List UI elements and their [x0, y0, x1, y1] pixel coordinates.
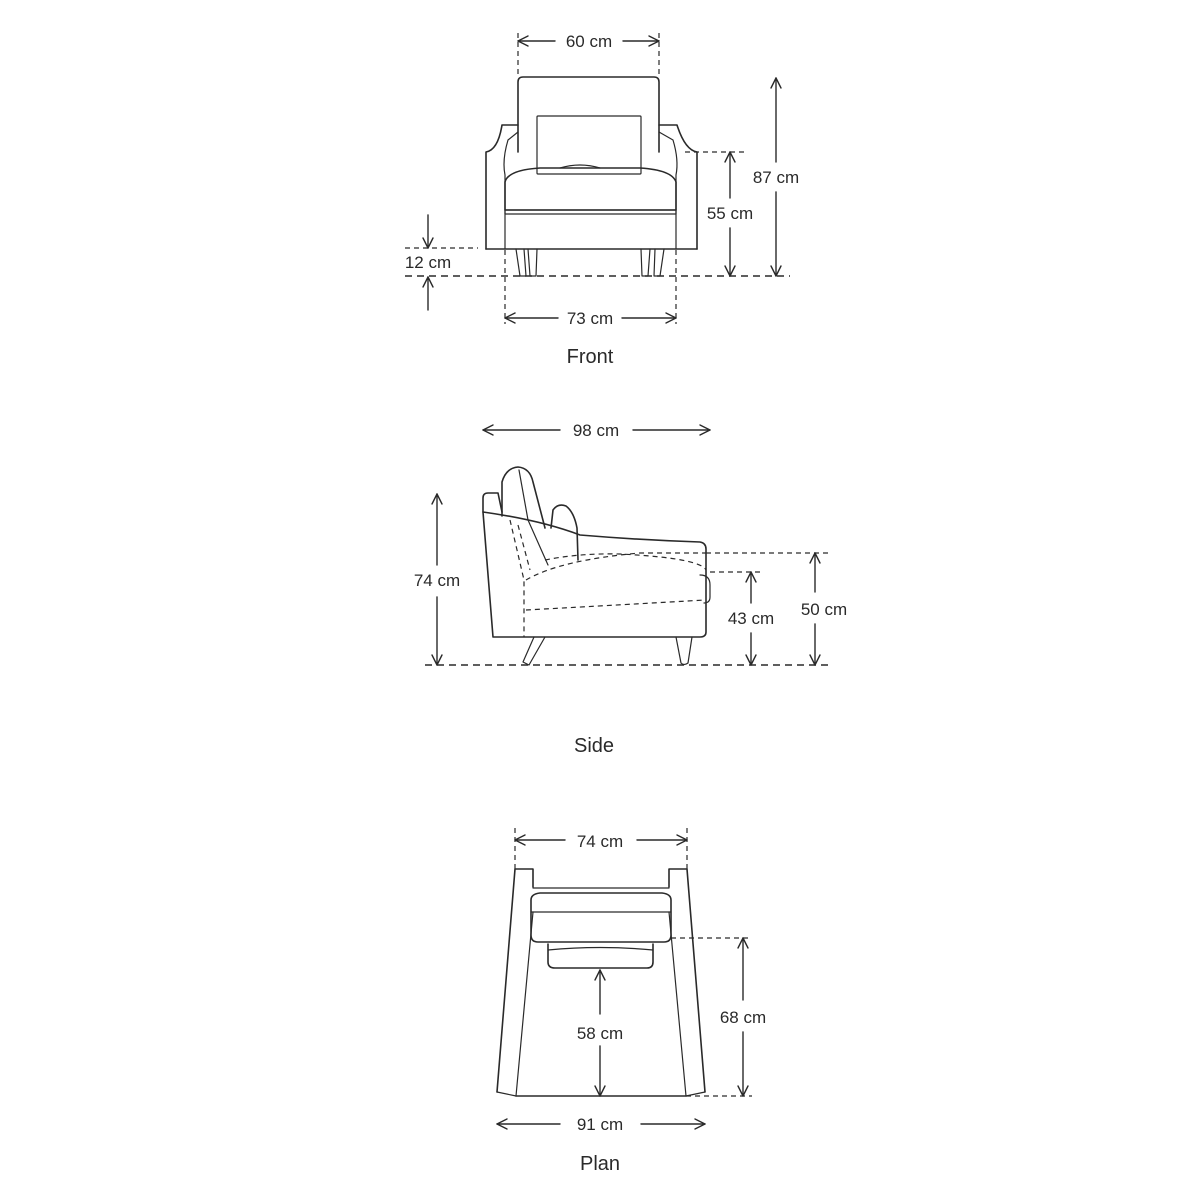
plan-seat-depth-label: 58 cm	[576, 1024, 624, 1043]
front-backrest-width-label: 60 cm	[565, 32, 613, 51]
side-back-height-label: 74 cm	[413, 571, 461, 590]
front-overall-width-label: 73 cm	[566, 309, 614, 328]
plan-chair-drawing	[497, 869, 705, 1096]
plan-back-width-label: 74 cm	[576, 832, 624, 851]
front-leg-height-label: 12 cm	[404, 253, 452, 272]
front-overall-height-label: 87 cm	[752, 168, 800, 187]
front-seat-height-label: 55 cm	[706, 204, 754, 223]
front-view-title: Front	[566, 346, 614, 368]
plan-front-width-label: 91 cm	[576, 1115, 624, 1134]
plan-overall-depth-label: 68 cm	[719, 1008, 767, 1027]
front-chair-drawing	[486, 77, 697, 276]
side-view	[414, 421, 847, 757]
side-view-title: Side	[573, 735, 615, 757]
front-view	[405, 32, 799, 368]
side-overall-depth-label: 98 cm	[572, 421, 620, 440]
plan-view-title: Plan	[579, 1153, 621, 1175]
side-arm-height-label: 50 cm	[800, 600, 848, 619]
side-chair-drawing	[483, 467, 710, 665]
plan-view	[497, 828, 766, 1175]
side-seat-height-label: 43 cm	[727, 609, 775, 628]
